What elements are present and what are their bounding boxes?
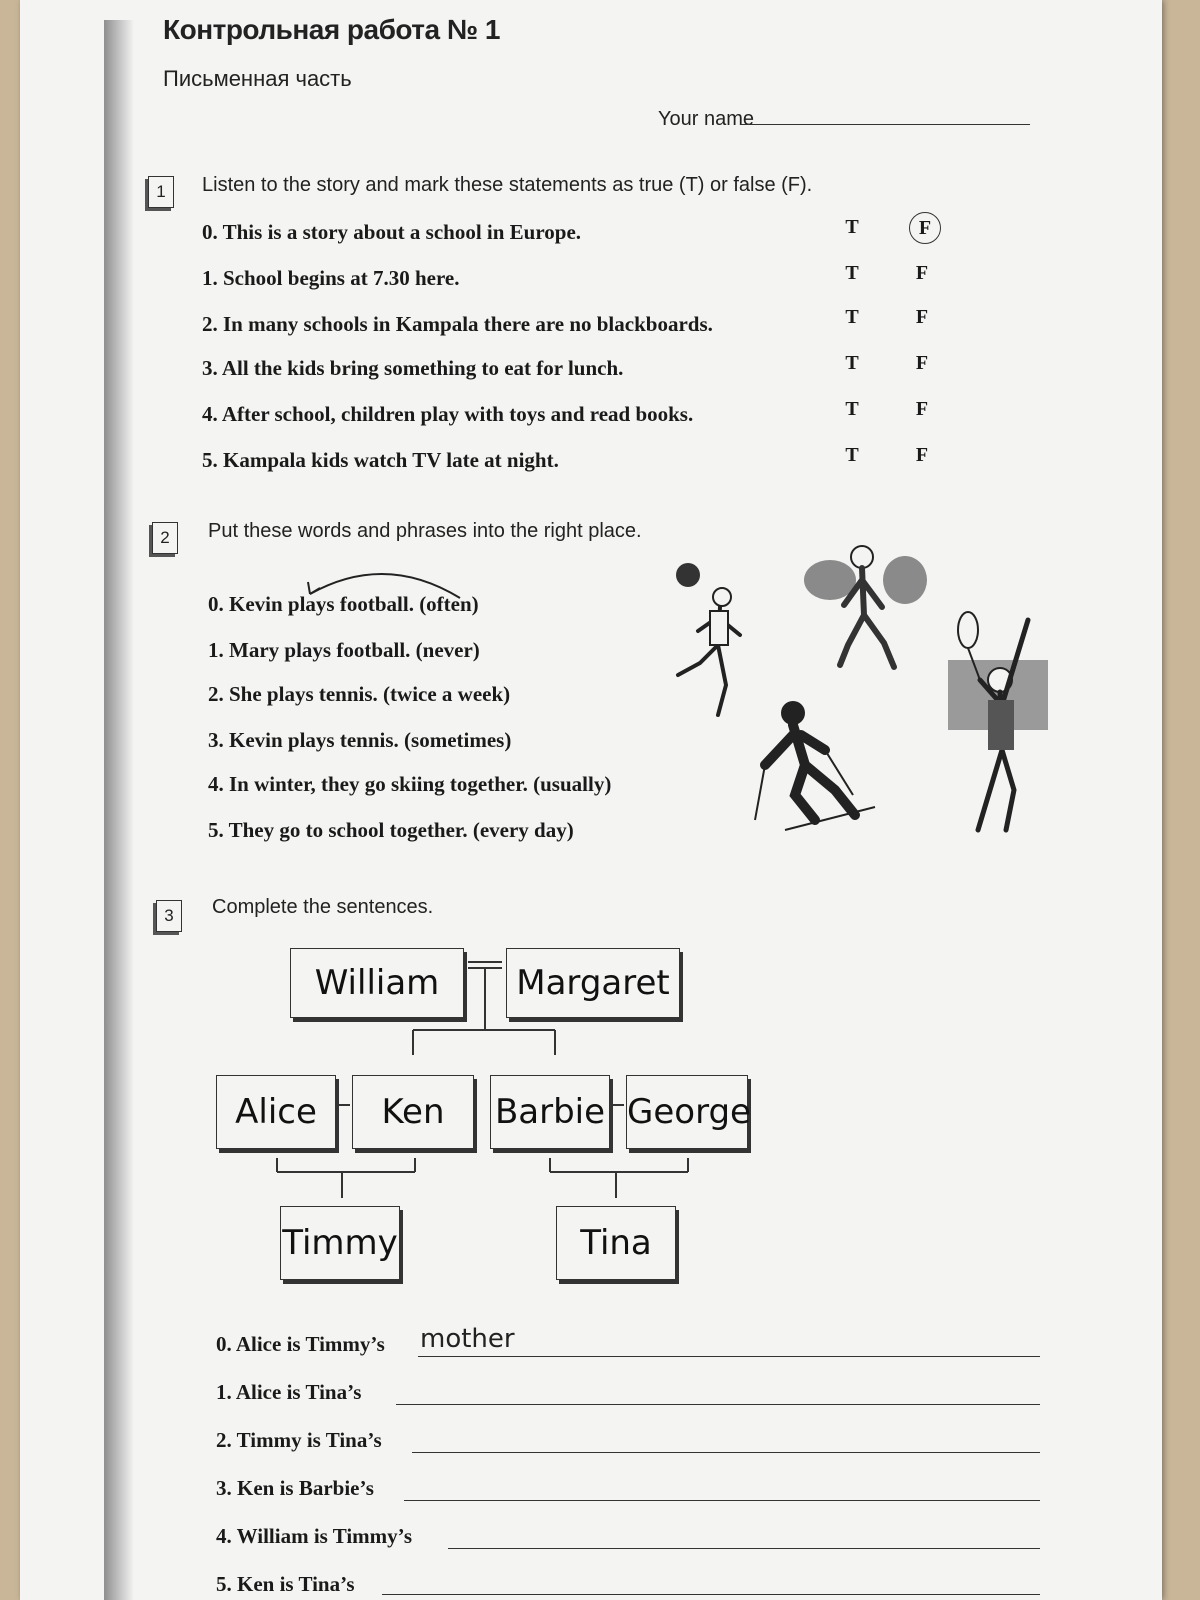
family-node-timmy: Timmy xyxy=(280,1206,400,1280)
page-title: Контрольная работа № 1 xyxy=(163,14,500,45)
family-node-margaret: Margaret xyxy=(506,948,680,1018)
false-option-0-circled[interactable]: F xyxy=(909,212,941,244)
answer-line-2[interactable] xyxy=(412,1452,1040,1453)
answer-line-5[interactable] xyxy=(382,1594,1040,1595)
false-option-5[interactable]: F xyxy=(915,444,929,466)
complete-sentence-5: 5. Ken is Tina’s xyxy=(216,1572,355,1596)
your-name-label: Your name xyxy=(658,108,754,130)
true-option-0[interactable]: T xyxy=(845,216,859,238)
true-option-4[interactable]: T xyxy=(845,398,859,420)
complete-sentence-2: 2. Timmy is Tina’s xyxy=(216,1428,382,1452)
section-number-3: 3 xyxy=(156,900,182,932)
complete-sentence-4: 4. William is Timmy’s xyxy=(216,1524,413,1548)
true-option-5[interactable]: T xyxy=(845,444,859,466)
tf-statement-3: 3. All the kids bring something to eat for lunch. xyxy=(202,356,624,380)
section-number-1: 1 xyxy=(148,176,174,208)
tf-statement-5: 5. Kampala kids watch TV late at night. xyxy=(202,448,559,472)
sentence-item-0: 0. Kevin plays football. (often) xyxy=(208,592,479,616)
false-option-1[interactable]: F xyxy=(915,262,929,284)
section3-instruction: Complete the sentences. xyxy=(212,896,434,918)
complete-sentence-0: 0. Alice is Timmy’s xyxy=(216,1332,385,1356)
family-node-barbie: Barbie xyxy=(490,1075,610,1149)
true-option-3[interactable]: T xyxy=(845,352,859,374)
section2-instruction: Put these words and phrases into the right place. xyxy=(208,520,642,542)
tf-statement-2: 2. In many schools in Kampala there are no blackboards. xyxy=(202,312,713,336)
complete-sentence-1: 1. Alice is Tina’s xyxy=(216,1380,362,1404)
true-option-2[interactable]: T xyxy=(845,306,859,328)
family-node-ken: Ken xyxy=(352,1075,474,1149)
worksheet-page xyxy=(20,0,1162,1600)
false-option-4[interactable]: F xyxy=(915,398,929,420)
false-option-2[interactable]: F xyxy=(915,306,929,328)
tf-statement-1: 1. School begins at 7.30 here. xyxy=(202,266,460,290)
answer-line-3[interactable] xyxy=(404,1500,1040,1501)
tf-statement-4: 4. After school, children play with toys and read books. xyxy=(202,402,694,426)
answer-line-0[interactable] xyxy=(418,1356,1040,1357)
sentence-item-1: 1. Mary plays football. (never) xyxy=(208,638,480,662)
handwritten-answer-0: mother xyxy=(420,1324,515,1354)
section-number-2: 2 xyxy=(152,522,178,554)
sentence-item-4: 4. In winter, they go skiing together. (usually) xyxy=(208,772,612,796)
family-node-tina: Tina xyxy=(556,1206,676,1280)
page-subtitle: Письменная часть xyxy=(163,66,352,91)
complete-sentence-3: 3. Ken is Barbie’s xyxy=(216,1476,374,1500)
sentence-item-2: 2. She plays tennis. (twice a week) xyxy=(208,682,511,706)
tf-statement-0: 0. This is a story about a school in Europe. xyxy=(202,220,582,244)
sentence-item-3: 3. Kevin plays tennis. (sometimes) xyxy=(208,728,512,752)
answer-line-4[interactable] xyxy=(448,1548,1040,1549)
family-node-alice: Alice xyxy=(216,1075,336,1149)
true-option-1[interactable]: T xyxy=(845,262,859,284)
family-node-george: George xyxy=(626,1075,748,1149)
family-node-william: William xyxy=(290,948,464,1018)
answer-line-1[interactable] xyxy=(396,1404,1040,1405)
sentence-item-5: 5. They go to school together. (every day) xyxy=(208,818,574,842)
section1-instruction: Listen to the story and mark these statements as true (T) or false (F). xyxy=(202,174,813,196)
false-option-3[interactable]: F xyxy=(915,352,929,374)
